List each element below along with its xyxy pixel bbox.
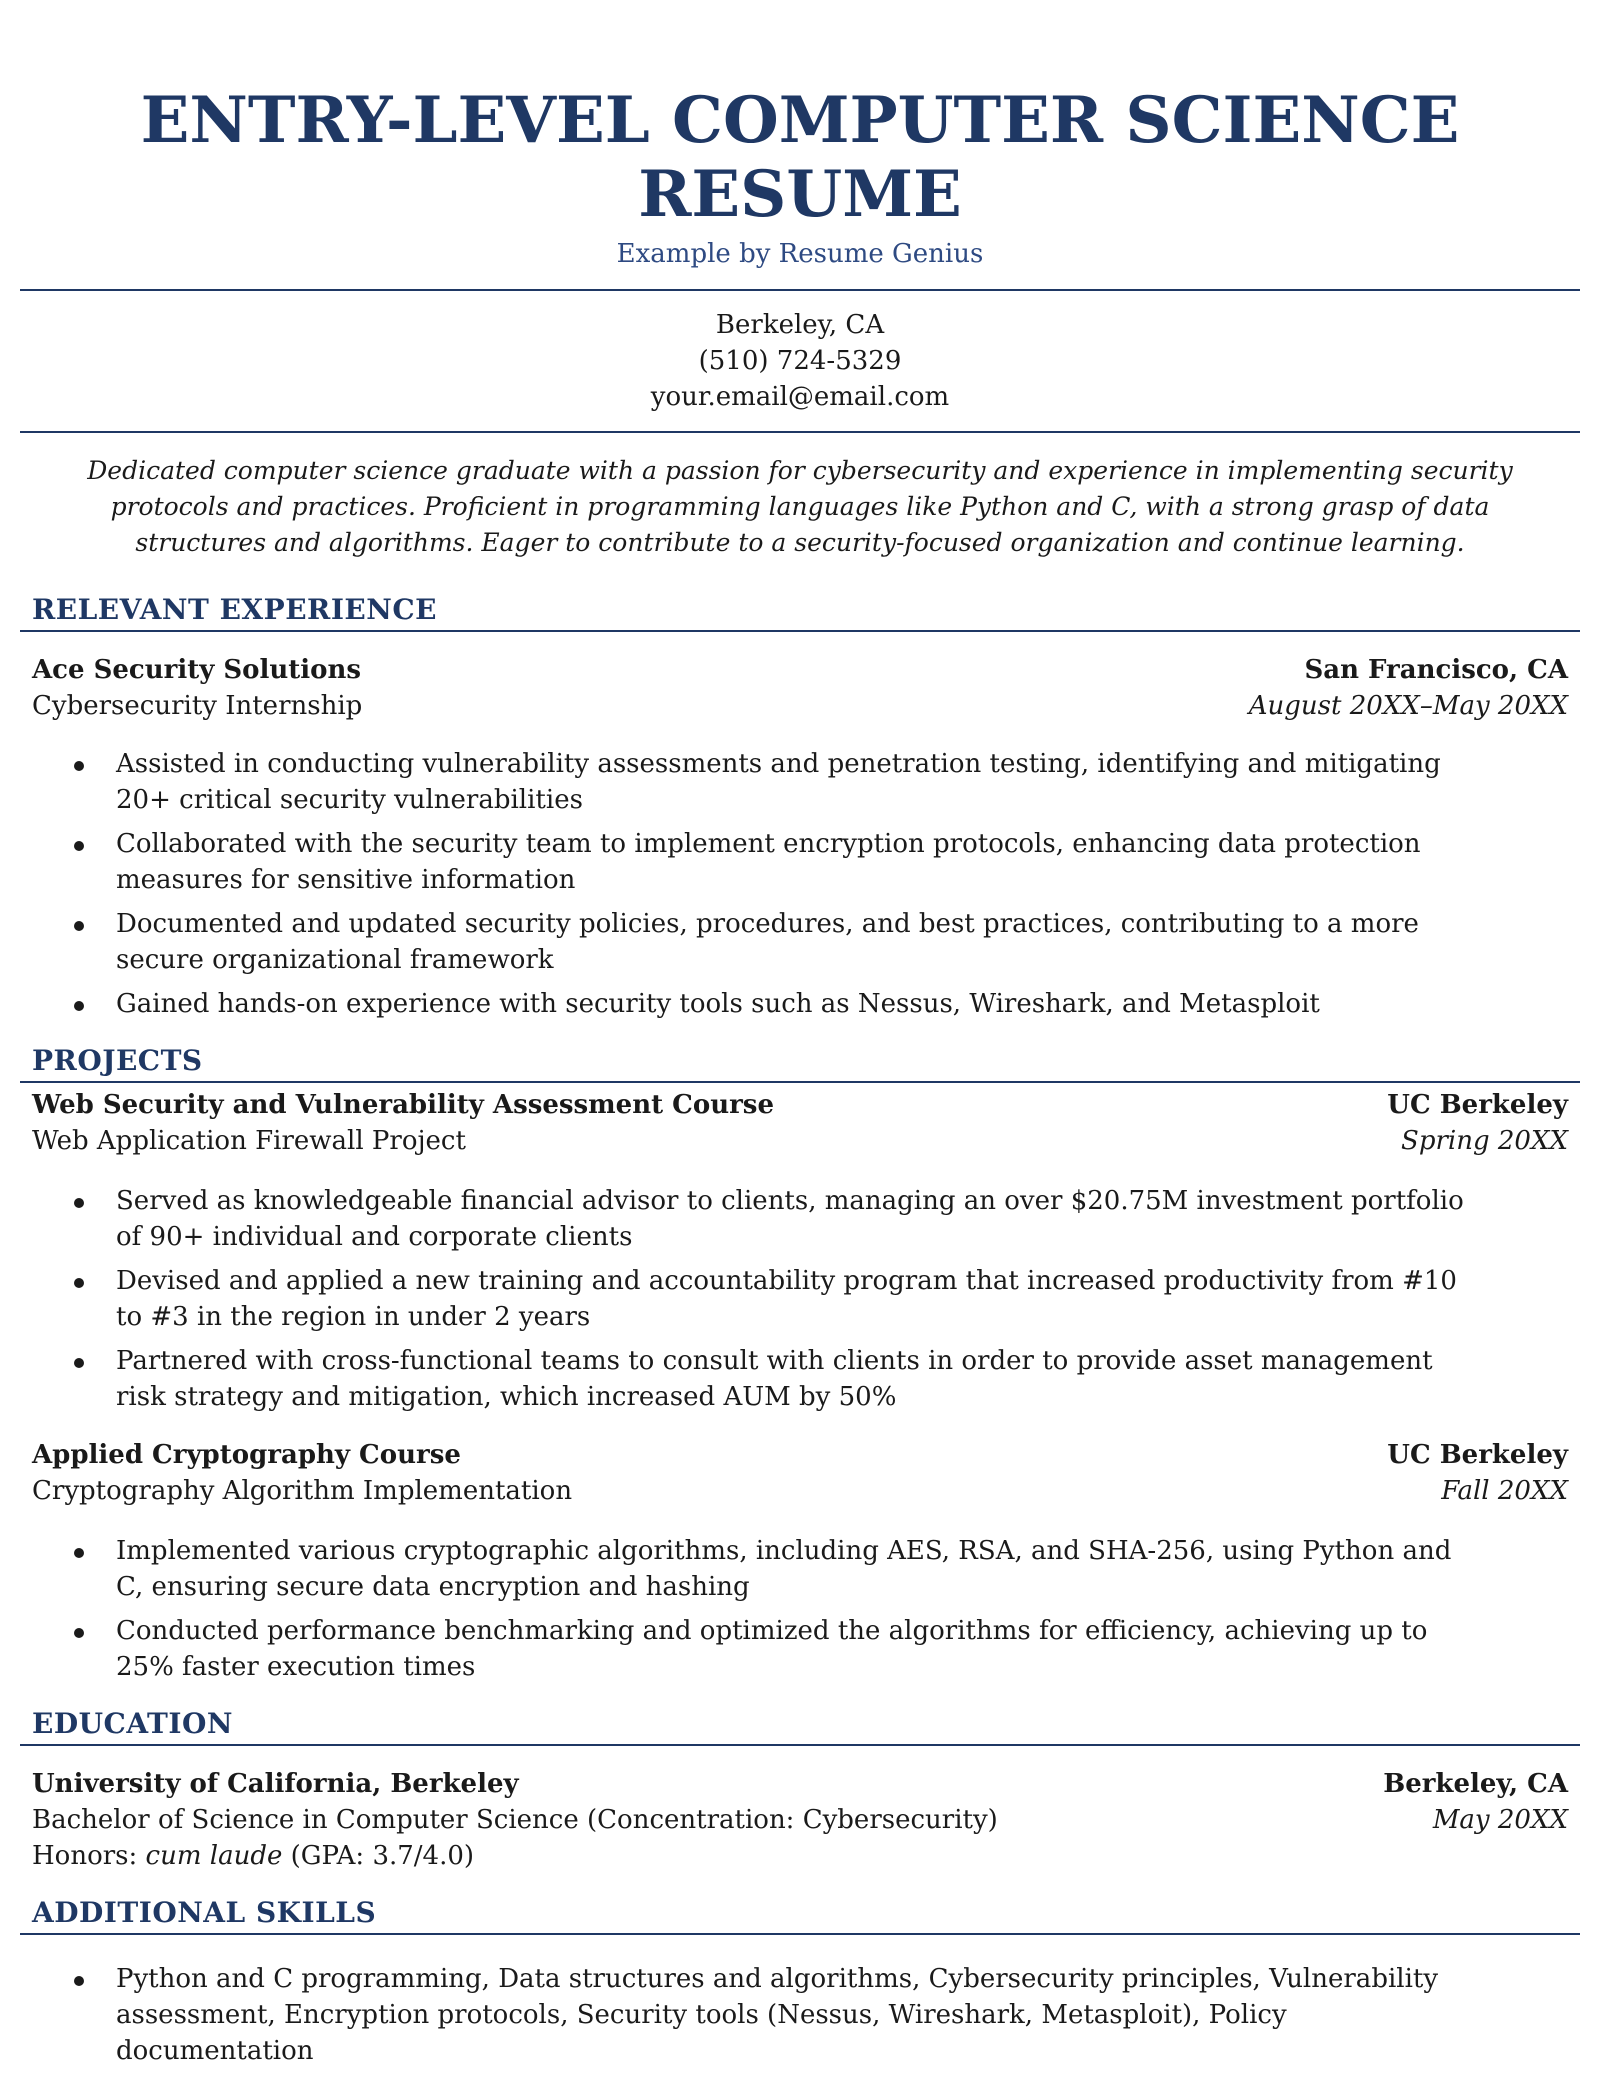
bullet-icon xyxy=(74,1628,84,1638)
experience-heading: RELEVANT EXPERIENCE xyxy=(20,593,1580,632)
education-heading: EDUCATION xyxy=(20,1707,1580,1746)
summary-paragraph: Dedicated computer science graduate with a passion for cybersecurity and experience in implementing security protocols and practices. Proficient in programming languages like Python and C, with a strong grasp of data structures and algorithms. Eager to contribute to a security-focused organization and continue learning. xyxy=(87,456,1513,558)
project-name: Applied Cryptography Course xyxy=(32,1440,461,1471)
list-item: Served as knowledgeable financial advisor to clients, managing an over $20.75M investment portfolio of 90+ individual and corporate clients xyxy=(116,1183,1580,1255)
project-dates: Spring 20XX xyxy=(1401,1126,1568,1157)
projects-section xyxy=(20,1044,1580,1685)
contact-phone: (510) 724-5329 xyxy=(698,346,902,377)
list-item: Implemented various cryptographic algorithms, including AES, RSA, and SHA-256, using Python and C, ensuring secure data encryption and hashing xyxy=(116,1533,1580,1605)
skills-heading: ADDITIONAL SKILLS xyxy=(20,1896,1580,1935)
honors-line: Honors: cum laude (GPA: 3.7/4.0) xyxy=(32,1841,475,1872)
experience-section xyxy=(20,593,1580,1022)
contact-email: your.email@email.com xyxy=(650,382,950,413)
list-item: Assisted in conducting vulnerability assessments and penetration testing, identifying and mitigating 20+ critical security vulnerabilities xyxy=(116,746,1580,818)
bullet-icon xyxy=(74,841,84,851)
contact-location: Berkeley, CA xyxy=(715,310,885,341)
bullet-icon xyxy=(74,1358,84,1368)
list-item: Gained hands-on experience with security tools such as Nessus, Wireshark, and Metasploit xyxy=(116,986,1580,1022)
page-subtitle: Example by Resume Genius xyxy=(616,239,984,270)
skills-section xyxy=(20,1896,1580,2069)
contact-block xyxy=(20,291,1580,431)
bullet-icon xyxy=(74,761,84,771)
school-location: Berkeley, CA xyxy=(1383,1769,1568,1800)
education-entry xyxy=(20,1746,1580,1874)
bullet-icon xyxy=(74,1278,84,1288)
job-location: San Francisco, CA xyxy=(1304,655,1568,686)
graduation-date: May 20XX xyxy=(1432,1805,1568,1836)
projects-heading: PROJECTS xyxy=(20,1044,1580,1083)
project-entry xyxy=(20,1083,1580,1159)
bullet-icon xyxy=(74,1548,84,1558)
project-name: Web Security and Vulnerability Assessment Course xyxy=(32,1090,774,1121)
bullet-icon xyxy=(74,1001,84,1011)
project-bullets xyxy=(20,1533,1580,1685)
experience-entry xyxy=(20,632,1580,724)
project-bullets xyxy=(20,1183,1580,1415)
list-item: Python and C programming, Data structures and algorithms, Cybersecurity principles, Vulnerability assessment, Encryption protocols, Security tools (Nessus, Wireshark, Metasploit), Policy documentation xyxy=(116,1961,1580,2069)
project-location: UC Berkeley xyxy=(1387,1090,1568,1121)
company-name: Ace Security Solutions xyxy=(32,655,362,686)
project-location: UC Berkeley xyxy=(1387,1440,1568,1471)
bullet-icon xyxy=(74,921,84,931)
project-dates: Fall 20XX xyxy=(1441,1476,1568,1507)
resume-page xyxy=(20,0,1580,2077)
list-item: Partnered with cross-functional teams to consult with clients in order to provide asset management risk strategy and mitigation, which increased AUM by 50% xyxy=(116,1343,1580,1415)
list-item: Documented and updated security policies, procedures, and best practices, contributing to a more secure organizational framework xyxy=(116,906,1580,978)
school-name: University of California, Berkeley xyxy=(32,1769,519,1800)
education-section xyxy=(20,1707,1580,1874)
bullet-icon xyxy=(74,1198,84,1208)
list-item: Conducted performance benchmarking and optimized the algorithms for efficiency, achieving up to 25% faster execution times xyxy=(116,1613,1580,1685)
list-item: Collaborated with the security team to implement encryption protocols, enhancing data protection measures for sensitive information xyxy=(116,826,1580,898)
degree: Bachelor of Science in Computer Science (Concentration: Cybersecurity) xyxy=(32,1805,998,1836)
project-entry xyxy=(20,1423,1580,1509)
job-role: Cybersecurity Internship xyxy=(32,691,363,722)
job-dates: August 20XX–May 20XX xyxy=(1248,691,1568,722)
skills-bullets xyxy=(20,1961,1580,2069)
experience-bullets xyxy=(20,746,1580,1022)
list-item: Devised and applied a new training and accountability program that increased productivity from #10 to #3 in the region in under 2 years xyxy=(116,1263,1580,1335)
bullet-icon xyxy=(74,1976,84,1986)
project-subtitle: Web Application Firewall Project xyxy=(32,1126,466,1157)
project-subtitle: Cryptography Algorithm Implementation xyxy=(32,1476,573,1507)
page-title: ENTRY-LEVEL COMPUTER SCIENCE RESUME xyxy=(140,83,1460,232)
